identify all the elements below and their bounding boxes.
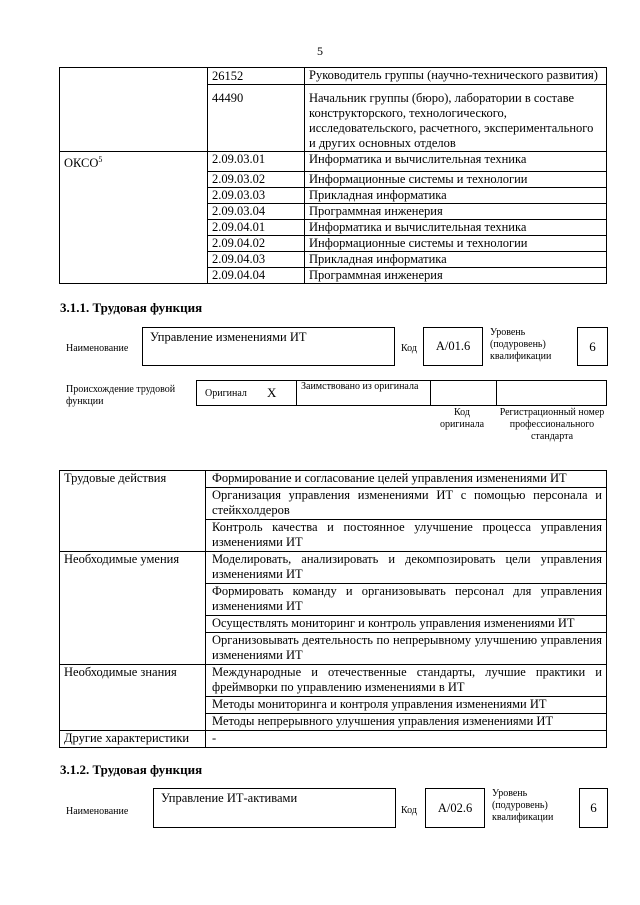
section-label: Необходимые знания bbox=[64, 665, 177, 679]
code-field bbox=[423, 327, 483, 366]
codes-table bbox=[59, 67, 607, 284]
codes-code: 2.09.03.04 bbox=[208, 203, 305, 219]
codes-label-cell bbox=[60, 187, 208, 203]
divider bbox=[496, 381, 497, 405]
codes-code: 2.09.04.03 bbox=[208, 251, 305, 267]
section-label-cell bbox=[60, 633, 206, 665]
function-detail-table bbox=[59, 470, 607, 748]
codes-row bbox=[60, 171, 607, 187]
level-field bbox=[577, 327, 608, 366]
section-item: Организация управления изменениями ИТ с помощью персонала и стейкхолдеров bbox=[206, 488, 607, 520]
codes-code: 26152 bbox=[208, 68, 305, 85]
section-label-cell bbox=[60, 714, 206, 731]
function-name-value: Управление изменениями ИТ bbox=[150, 330, 307, 344]
codes-code: 2.09.04.01 bbox=[208, 219, 305, 235]
codes-label-cell bbox=[60, 251, 208, 267]
codes-row bbox=[60, 85, 607, 152]
codes-row bbox=[60, 219, 607, 235]
section-item: Организовывать деятельность по непрерывному улучшению управления изменениями ИТ bbox=[206, 633, 607, 665]
codes-code: 44490 bbox=[208, 85, 305, 152]
codes-code: 2.09.03.01 bbox=[208, 152, 305, 172]
codes-row bbox=[60, 203, 607, 219]
codes-name: Прикладная информатика bbox=[305, 251, 607, 267]
function-row bbox=[60, 633, 607, 665]
section-heading-3-1-1: 3.1.1. Трудовая функция bbox=[60, 300, 203, 315]
codes-row bbox=[60, 68, 607, 85]
level-field-2 bbox=[579, 788, 608, 828]
level-label-2: Уровень (подуровень) квалификации bbox=[492, 788, 554, 823]
original-cell bbox=[197, 381, 297, 405]
function-row bbox=[60, 552, 607, 584]
section-label-cell bbox=[60, 665, 206, 697]
section-item: Контроль качества и постоянное улучшение процесса управления изменениями ИТ bbox=[206, 520, 607, 552]
section-item: Моделировать, анализировать и декомпозировать цели управления изменениями ИТ bbox=[206, 552, 607, 584]
divider bbox=[430, 381, 431, 405]
level-label: Уровень (подуровень) квалификации bbox=[490, 327, 552, 362]
code-field-2 bbox=[425, 788, 485, 828]
origin-code-label: Код оригинала bbox=[439, 407, 485, 430]
function-row bbox=[60, 488, 607, 520]
codes-code: 2.09.03.02 bbox=[208, 171, 305, 187]
code-value-2: A/02.6 bbox=[437, 801, 473, 815]
codes-label-cell bbox=[60, 203, 208, 219]
original-label: Оригинал bbox=[205, 388, 247, 399]
code-label-2: Код bbox=[401, 805, 417, 816]
level-value: 6 bbox=[589, 339, 596, 354]
section-label-cell bbox=[60, 488, 206, 520]
section-heading-3-1-2: 3.1.2. Трудовая функция bbox=[60, 762, 203, 777]
codes-name: Программная инженерия bbox=[305, 267, 607, 283]
section-label-cell bbox=[60, 584, 206, 616]
codes-label-cell bbox=[60, 235, 208, 251]
codes-label-cell bbox=[60, 171, 208, 187]
codes-code: 2.09.04.04 bbox=[208, 267, 305, 283]
section-item: Методы непрерывного улучшения управления изменениями ИТ bbox=[206, 714, 607, 731]
codes-label-cell bbox=[60, 152, 208, 172]
codes-row bbox=[60, 152, 607, 172]
reg-number-label: Регистрационный номер профессионального стандарта bbox=[499, 407, 605, 442]
codes-name: Информационные системы и технологии bbox=[305, 171, 607, 187]
codes-name: Прикладная информатика bbox=[305, 187, 607, 203]
function-row bbox=[60, 584, 607, 616]
section-label: Другие характеристики bbox=[64, 731, 190, 745]
function-name-field bbox=[142, 327, 395, 366]
section-label: Трудовые действия bbox=[64, 471, 167, 485]
section-item: Формирование и согласование целей управления изменениями ИТ bbox=[206, 471, 607, 488]
code-value: A/01.6 bbox=[435, 339, 471, 353]
codes-label: ОКСО bbox=[64, 156, 99, 171]
origin-row bbox=[196, 380, 607, 406]
section-item: Международные и отечественные стандарты, лучшие практики и фреймворки по управлению изменениями в ИТ bbox=[206, 665, 607, 697]
borrowed-label: Заимствовано из оригинала bbox=[301, 381, 419, 392]
section-label-cell bbox=[60, 552, 206, 584]
codes-name: Руководитель группы (научно-технического развития) bbox=[305, 68, 607, 85]
original-mark: X bbox=[267, 385, 277, 400]
codes-name: Начальник группы (бюро), лаборатории в составе конструкторского, технологического, исследовательского, расчетного, экспериментального и других основных отделов bbox=[305, 85, 607, 152]
function-row bbox=[60, 665, 607, 697]
function-row bbox=[60, 731, 607, 748]
section-item: Методы мониторинга и контроля управления изменениями ИТ bbox=[206, 697, 607, 714]
name-label-2: Наименование bbox=[66, 806, 129, 817]
section-label-cell bbox=[60, 697, 206, 714]
codes-name: Информатика и вычислительная техника bbox=[305, 152, 607, 172]
level-value-2: 6 bbox=[590, 800, 597, 815]
section-label-cell bbox=[60, 616, 206, 633]
codes-label-cell bbox=[60, 267, 208, 283]
section-label-cell bbox=[60, 731, 206, 748]
function-row bbox=[60, 520, 607, 552]
section-item: Осуществлять мониторинг и контроль управления изменениями ИТ bbox=[206, 616, 607, 633]
section-label-cell bbox=[60, 471, 206, 488]
codes-row bbox=[60, 267, 607, 283]
origin-label: Происхождение трудовой функции bbox=[66, 384, 176, 407]
codes-label-cell bbox=[60, 68, 208, 85]
footnote-ref: 5 bbox=[98, 155, 103, 164]
section-label: Необходимые умения bbox=[64, 552, 180, 566]
function-row bbox=[60, 616, 607, 633]
codes-label-cell bbox=[60, 85, 208, 152]
name-label: Наименование bbox=[66, 343, 129, 354]
codes-code: 2.09.03.03 bbox=[208, 187, 305, 203]
codes-name: Информационные системы и технологии bbox=[305, 235, 607, 251]
section-label-cell bbox=[60, 520, 206, 552]
page-number: 5 bbox=[317, 44, 323, 58]
function-row bbox=[60, 714, 607, 731]
function-row bbox=[60, 471, 607, 488]
codes-name: Программная инженерия bbox=[305, 203, 607, 219]
codes-label-cell bbox=[60, 219, 208, 235]
function-row bbox=[60, 697, 607, 714]
function-name-value-2: Управление ИТ-активами bbox=[161, 791, 298, 805]
codes-row bbox=[60, 251, 607, 267]
function-name-field-2 bbox=[153, 788, 396, 828]
codes-code: 2.09.04.02 bbox=[208, 235, 305, 251]
codes-name: Информатика и вычислительная техника bbox=[305, 219, 607, 235]
codes-row bbox=[60, 235, 607, 251]
codes-row bbox=[60, 187, 607, 203]
section-item: - bbox=[206, 731, 607, 748]
section-item: Формировать команду и организовывать персонал для управления изменениями ИТ bbox=[206, 584, 607, 616]
code-label: Код bbox=[401, 343, 417, 354]
